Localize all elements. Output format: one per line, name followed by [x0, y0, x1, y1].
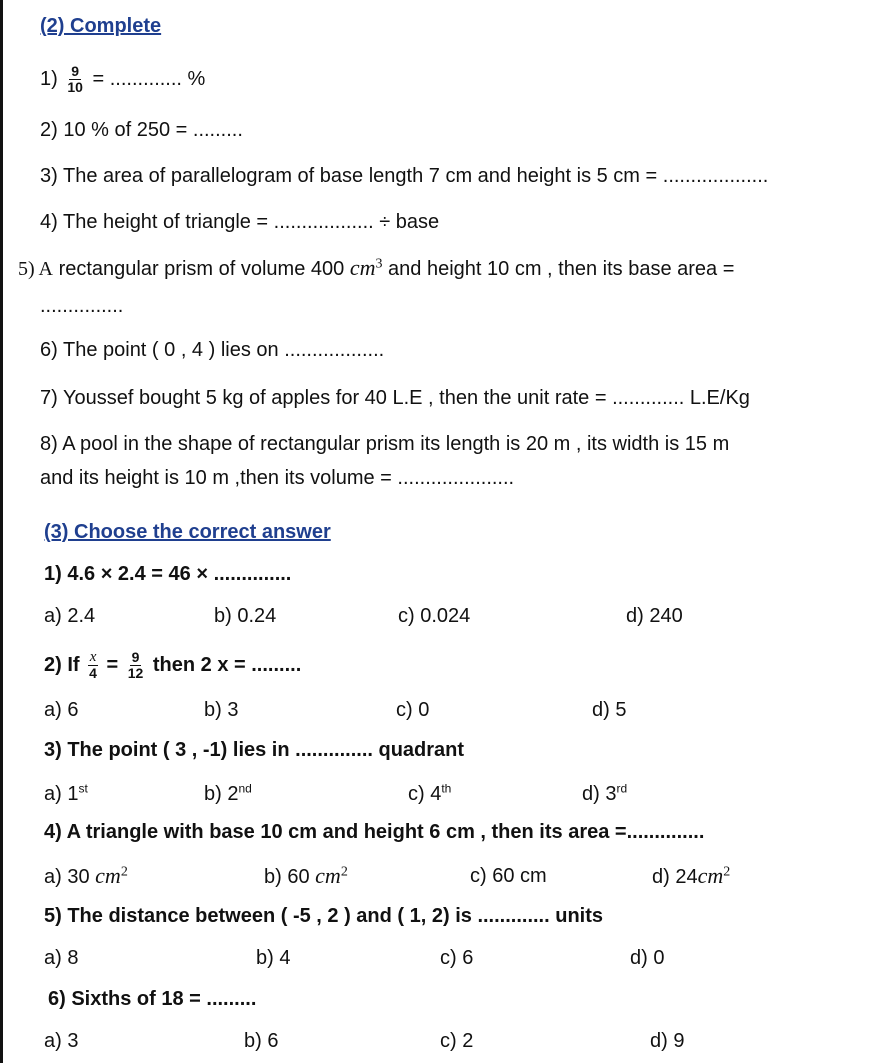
choose-q4-option-b: b) 60 $cm^2$ — [264, 863, 348, 888]
complete-q4: 4) The height of triangle = .................. ÷ base — [40, 211, 440, 233]
fraction-denominator: 12 — [127, 665, 144, 681]
q1-rest: = ............. % — [92, 67, 206, 90]
complete-q8-line1: 8) A pool in the shape of rectangular prism its length is 20 m , its width is 15 m — [40, 433, 730, 455]
fraction-9-10 — [65, 64, 85, 95]
choose-q2-option-c: c) 0 — [396, 699, 430, 721]
fraction-numerator: 9 — [131, 649, 140, 665]
complete-q8-line2: and its height is 10 m ,then its volume = ..................... — [40, 467, 515, 489]
choose-q5-option-b: b) 4 — [256, 947, 291, 969]
choose-q6-option-c: c) 2 — [440, 1030, 474, 1052]
choose-q1-stem: 1) 4.6 × 2.4 = 46 × .............. — [44, 563, 292, 585]
q5-number: 5) A — [18, 258, 53, 280]
q2-then: then 2 x = ......... — [152, 653, 302, 676]
q1-number: 1) — [40, 67, 58, 90]
q5-text-a: rectangular prism of volume 400 — [58, 258, 345, 280]
choose-q3-stem: 3) The point ( 3 , -1) lies in .............. quadrant — [44, 739, 465, 761]
unit-cm: cm — [349, 255, 376, 280]
choose-q2-option-d: d) 5 — [592, 699, 627, 721]
fraction-numerator: x — [89, 649, 97, 665]
choose-q2-option-b: b) 3 — [204, 699, 239, 721]
choose-q5-option-d: d) 0 — [630, 947, 665, 969]
choose-q3-option-b: b) 2nd — [204, 781, 252, 805]
complete-q7: 7) Youssef bought 5 kg of apples for 40 L.E , then the unit rate = ............. L.E/Kg — [40, 387, 750, 409]
choose-q3-option-c: c) 4th — [408, 781, 452, 805]
fraction-9-12 — [126, 650, 146, 681]
section-3-title: (3) Choose the correct answer — [44, 521, 331, 543]
q5-text-b: and height 10 cm , then its base area = — [388, 258, 735, 280]
fraction-denominator: 10 — [67, 79, 83, 95]
complete-q1 — [40, 64, 205, 95]
choose-q5-option-c: c) 6 — [440, 947, 474, 969]
choose-q2-stem — [44, 650, 301, 681]
fraction-numerator: 9 — [71, 63, 80, 79]
equals-sign: = — [106, 653, 119, 676]
complete-q3: 3) The area of parallelogram of base length 7 cm and height is 5 cm = ................... — [40, 165, 769, 187]
complete-q2: 2) 10 % of 250 = ......... — [40, 119, 243, 141]
page-left-border — [0, 0, 3, 1063]
choose-q4-stem: 4) A triangle with base 10 cm and height 6 cm , then its area =.............. — [44, 821, 705, 843]
choose-q1-option-b: b) 0.24 — [214, 605, 277, 627]
complete-q5 — [18, 256, 734, 281]
fraction-denominator: 4 — [89, 665, 97, 681]
choose-q5-option-a: a) 8 — [44, 947, 79, 969]
choose-q4-option-d: d) $24cm^2$ — [652, 863, 731, 888]
choose-q5-stem: 5) The distance between ( -5 , 2 ) and ( 1, 2) is ............. units — [44, 905, 604, 927]
choose-q3-option-a: a) 1st — [44, 781, 88, 805]
choose-q6-option-a: a) 3 — [44, 1030, 79, 1052]
choose-q1-option-a: a) 2.4 — [44, 605, 96, 627]
choose-q1-option-d: d) 240 — [626, 605, 683, 627]
choose-q4-option-a: a) 30 $cm^2$ — [44, 863, 128, 888]
complete-q6: 6) The point ( 0 , 4 ) lies on .................. — [40, 339, 385, 361]
exponent: 3 — [375, 256, 383, 272]
fraction-x-4 — [87, 650, 99, 681]
choose-q4-option-c: c) 60 cm — [470, 865, 547, 887]
choose-q1-option-c: c) 0.024 — [398, 605, 471, 627]
complete-q5-blank: ............... — [40, 295, 124, 317]
choose-q6-option-d: d) 9 — [650, 1030, 685, 1052]
section-2-title: (2) Complete — [40, 15, 162, 37]
choose-q3-option-d: d) 3rd — [582, 781, 628, 805]
choose-q2-option-a: a) 6 — [44, 699, 79, 721]
choose-q6-option-b: b) 6 — [244, 1030, 279, 1052]
choose-q6-stem: 6) Sixths of 18 = ......... — [48, 988, 257, 1010]
q2-if: 2) If — [44, 653, 80, 676]
